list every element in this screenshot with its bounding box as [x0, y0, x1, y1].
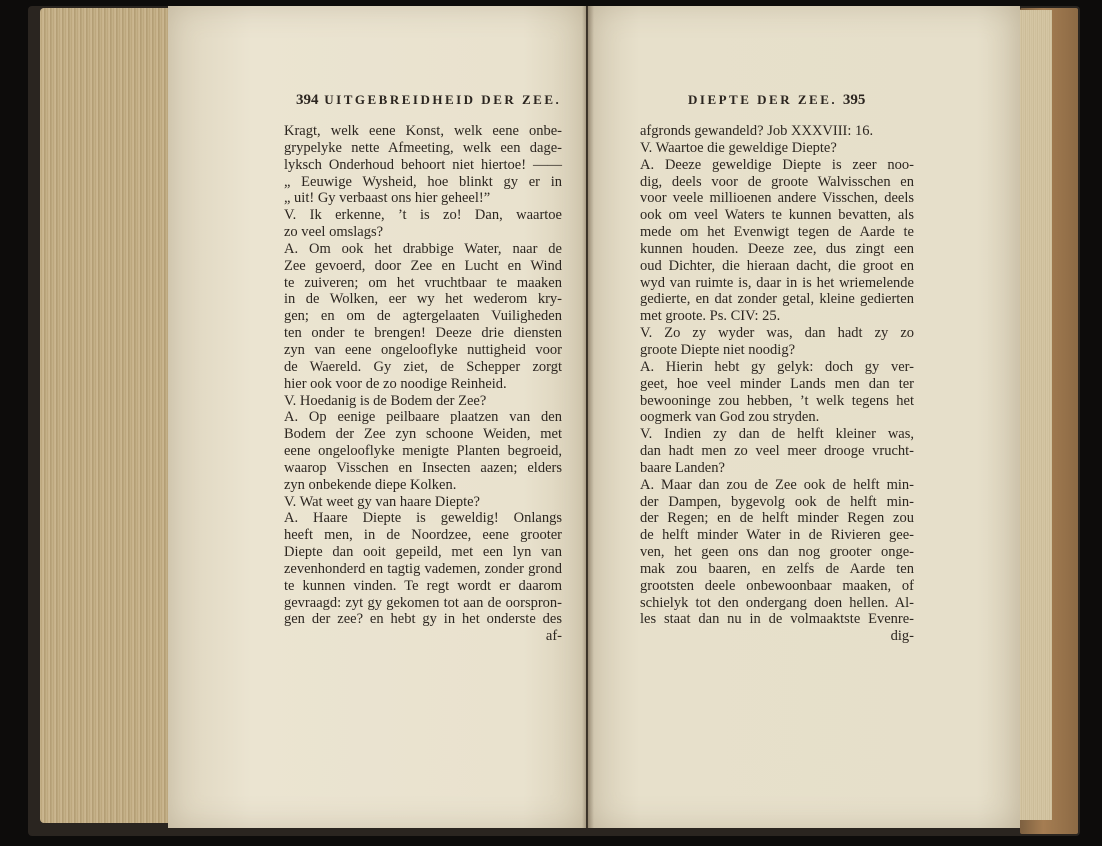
text-line: „ Eeuwige Wysheid, hoe blinkt gy er in: [284, 173, 562, 190]
text-line: kunnen houden. Deeze zee, dus zingt een: [640, 240, 914, 257]
text-line: lyksch Onderhoud behoort niet hiertoe! ——: [284, 156, 562, 173]
text-line: V. Waartoe die geweldige Diepte?: [640, 139, 837, 156]
text-line: Bodem der Zee zyn schoone Weiden, met: [284, 426, 562, 443]
text-line: af-: [545, 628, 562, 645]
text-line: „ uit! Gy verbaast ons hier geheel!”: [284, 190, 491, 207]
text-line: voor veele millioenen andere Visschen, deels: [640, 190, 914, 207]
text-line: de Waereld. Gy ziet, de Schepper zorgt: [284, 358, 562, 375]
text-line: in de Wolken, eer wy het wederom kry-: [284, 291, 562, 308]
text-line: ten onder te brengen! Deeze drie diensten: [284, 325, 562, 342]
text-line: mede om het Evenwigt tegen de Aarde te: [640, 224, 914, 241]
text-line: V. Indien zy dan de helft kleiner was,: [640, 426, 914, 443]
text-line: V. Ik erkenne, ’t is zo! Dan, waartoe: [284, 207, 562, 224]
text-line: oogmerk van God zou stryden.: [640, 409, 820, 426]
text-line: gedierte, en dat zonder getal, kleine gedierten: [640, 291, 914, 308]
text-line: A. Deeze geweldige Diepte is zeer noo-: [640, 156, 914, 173]
text-line: grypelyke nette Afmeeting, welk een dage-: [284, 139, 562, 156]
right-page-text: [640, 123, 914, 645]
text-line: eene ongelooflyke menigte Planten begroeid,: [284, 443, 562, 460]
text-line: schielyk tot den ondergang doen hellen. Al-: [640, 594, 914, 611]
text-line: mak zou baaren, en zelfs de Aarde ten: [640, 560, 914, 577]
text-line: A. Maar dan zou de Zee ook de helft min-: [640, 476, 914, 493]
text-line: gen; en om de agtergelaaten Vuiligheden: [284, 308, 562, 325]
text-line: zyn onbekende diepe Kolken.: [284, 476, 457, 493]
text-line: groote Diepte niet noodig?: [640, 341, 796, 358]
text-line: grootsten deele onbewoonbaar maaken, of: [640, 577, 914, 594]
text-line: Kragt, welk eene Konst, welk eene onbe-: [284, 123, 562, 139]
right-running-head: [688, 92, 865, 109]
text-line: A. Haare Diepte is geweldig! Onlangs: [284, 510, 562, 527]
text-line: dan hadt men zo veel meer drooge vrucht-: [640, 443, 914, 460]
text-line: hier ook voor de zo noodige Reinheid.: [284, 375, 507, 392]
text-line: Diepte dan ooit gepeild, met een lyn van: [284, 544, 562, 561]
left-running-head-title: UITGEBREIDHEID DER ZEE.: [324, 92, 562, 107]
text-line: les staat dan nu in de volmaaktste Evenre-: [640, 611, 914, 628]
text-line: V. Hoedanig is de Bodem der Zee?: [284, 392, 487, 409]
book-gutter: [582, 6, 594, 828]
text-line: bewooninge zou hebben, ’t welk tegens het: [640, 392, 914, 409]
text-line: heeft men, in de Noordzee, eene grooter: [284, 527, 562, 544]
text-line: met groote. Ps. CIV: 25.: [640, 308, 781, 325]
text-line: A. Hierin hebt gy gelyk: doch gy ver-: [640, 358, 914, 375]
text-line: Zee gevoerd, door Zee en Lucht en Wind: [284, 257, 562, 274]
text-line: V. Wat weet gy van haare Diepte?: [284, 493, 480, 510]
text-line: baare Landen?: [640, 459, 725, 476]
left-running-head: [296, 92, 561, 109]
text-line: dig-: [890, 628, 914, 645]
text-line: afgronds gewandeld? Job XXXVIII: 16.: [640, 123, 874, 139]
text-line: A. Om ook het drabbige Water, naar de: [284, 240, 562, 257]
text-line: te zuiveren; om het vruchtbaar te maaken: [284, 274, 562, 291]
text-line: ven, het geen ons dan nog grooter onge-: [640, 544, 914, 561]
text-line: A. Op eenige peilbaare plaatzen van den: [284, 409, 562, 426]
text-line: zyn van eene ongelooflyke nuttigheid voor: [284, 341, 562, 358]
text-line: oud Dichter, die hieraan dacht, die groot en: [640, 257, 914, 274]
text-line: de helft minder Water in de Rivieren gee-: [640, 527, 914, 544]
text-line: dig, deels voor de groote Walvisschen en: [640, 173, 914, 190]
text-line: der Dampen, bygevolg ook de helft min-: [640, 493, 914, 510]
text-line: der Regen; en de helft minder Regen zou: [640, 510, 914, 527]
text-line: geet, hoe veel minder Lands men dan ter: [640, 375, 914, 392]
text-line: zevenhonderd en tagtig vademen, zonder grond: [284, 560, 562, 577]
text-line: waarop Visschen en Insecten aazen; elders: [284, 459, 562, 476]
right-running-head-title: DIEPTE DER ZEE.: [688, 92, 838, 107]
text-line: zo veel omslags?: [284, 224, 384, 241]
text-line: gen der zee? en hebt gy in het onderste des: [284, 611, 562, 628]
left-page-number: 394: [296, 92, 319, 108]
right-page-number: 395: [842, 92, 866, 108]
text-line: te kunnen vinden. Te regt wordt er daarom: [284, 577, 562, 594]
text-line: wyd van ruimte is, daar in is het wriemelende: [640, 274, 914, 291]
left-page-text: [284, 123, 562, 645]
text-line: ook om veel Waters te kunnen bevatten, als: [640, 207, 914, 224]
page-edges-left: [40, 8, 180, 823]
text-line: gevraagd: zyt gy gekomen tot aan de oorspron-: [284, 594, 562, 611]
text-line: V. Zo zy wyder was, dan hadt zy zo: [640, 325, 914, 342]
